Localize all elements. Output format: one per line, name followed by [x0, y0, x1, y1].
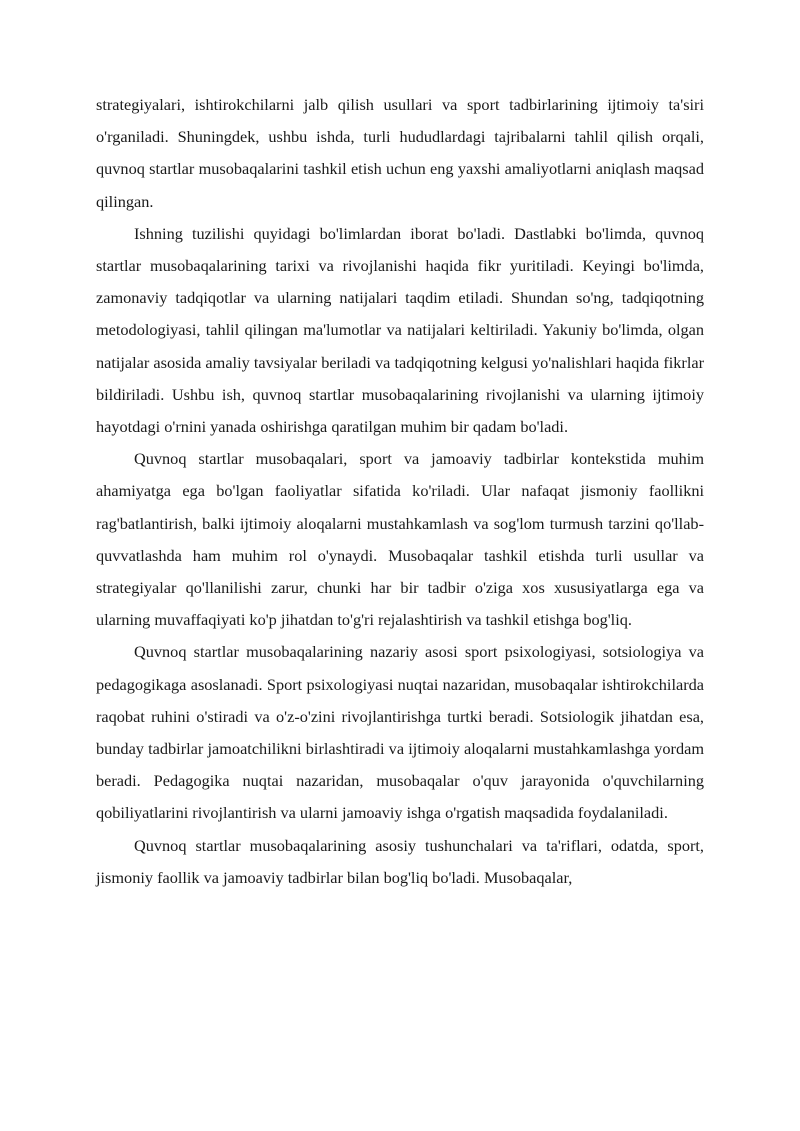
paragraph-2: Ishning tuzilishi quyidagi bo'limlardan iborat bo'ladi. Dastlabki bo'limda, quvnoq startlar musobaqalarining tarixi va rivojlanishi haqida fikr yuritiladi. Keyingi bo'limda, zamonaviy tadqiqotlar va ularning natijalari taqdim etiladi. Shundan so'ng, tadqiqotning metodologiyasi, tahlil qilingan ma'lumotlar va natijalari keltiriladi. Yakuniy bo'limda, olgan natijalar asosida amaliy tavsiyalar beriladi va tadqiqotning kelgusi yo'nalishlari haqida fikrlar bildiriladi. Ushbu ish, quvnoq startlar musobaqalarining rivojlanishi va ularning ijtimoiy hayotdagi o'rnini yanada oshirishga qaratilgan muhim bir qadam bo'ladi.	[96, 223, 704, 437]
paragraph-5: Quvnoq startlar musobaqalarining asosiy tushunchalari va ta'riflari, odatda, sport, jismoniy faollik va jamoaviy tadbirlar bilan bog'liq bo'ladi. Musobaqalar,	[96, 835, 704, 887]
paragraph-1: strategiyalari, ishtirokchilarni jalb qilish usullari va sport tadbirlarining ijtimoiy ta'siri o'rganiladi. Shuningdek, ushbu ishda, turli hududlardagi tajribalarni tahlil qilish orqali, quvnoq startlar musobaqalarini tashkil etish uchun eng yaxshi amaliyotlarni aniqlash maqsad qilingan.	[96, 95, 704, 211]
paragraph-4: Quvnoq startlar musobaqalarining nazariy asosi sport psixologiyasi, sotsiologiya va pedagogikaga asoslanadi. Sport psixologiyasi nuqtai nazaridan, musobaqalar ishtirokchilarda raqobat ruhini o'stiradi va o'z-o'zini rivojlantirishga turtki beradi. Sotsiologik jihatdan esa, bunday tadbirlar jamoatchilikni birlashtiradi va ijtimoiy aloqalarni mustahkamlashga yordam beradi. Pedagogika nuqtai nazaridan, musobaqalar o'quv jarayonida o'quvchilarning qobiliyatlarini rivojlantirish va ularni jamoaviy ishga o'rgatish maqsadida foydalaniladi.	[96, 642, 704, 823]
paragraph-3: Quvnoq startlar musobaqalari, sport va jamoaviy tadbirlar kontekstida muhim ahamiyatga ega bo'lgan faoliyatlar sifatida ko'riladi. Ular nafaqat jismoniy faollikni rag'batlantirish, balki ijtimoiy aloqalarni mustahkamlash va sog'lom turmush tarzini qo'llab-quvvatlashda ham muhim rol o'ynaydi. Musobaqalar tashkil etishda turli usullar va strategiyalar qo'llanilishi zarur, chunki har bir tadbir o'ziga xos xususiyatlarga ega va ularning muvaffaqiyati ko'p jihatdan to'g'ri rejalashtirish va tashkil etishga bog'liq.	[96, 449, 704, 630]
document-body	[96, 89, 704, 894]
